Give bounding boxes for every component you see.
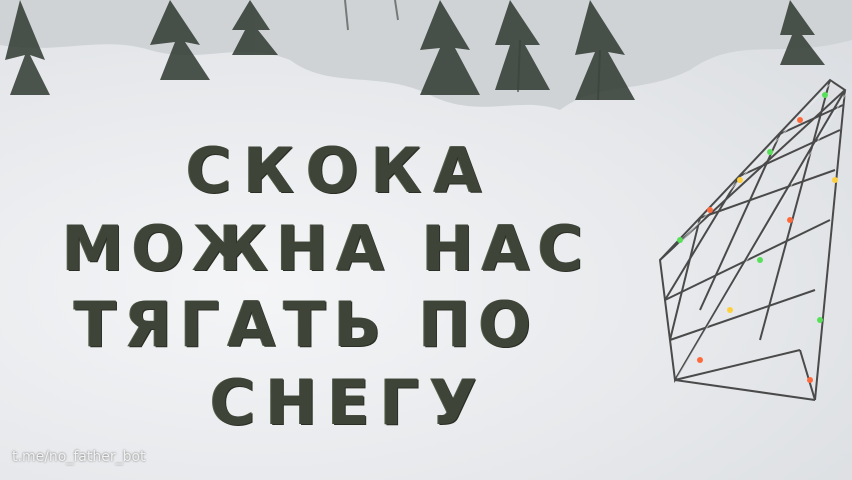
phrase-line-3: ТЯГАТЬ ПО: [74, 288, 540, 361]
phrase-line-2: МОЖНА НАС: [62, 212, 592, 285]
phrase-line-4: СНЕГУ: [210, 366, 488, 439]
phrase-line-1: СКОКА: [186, 134, 494, 207]
watermark: t.me/no_father_bot: [12, 449, 146, 465]
